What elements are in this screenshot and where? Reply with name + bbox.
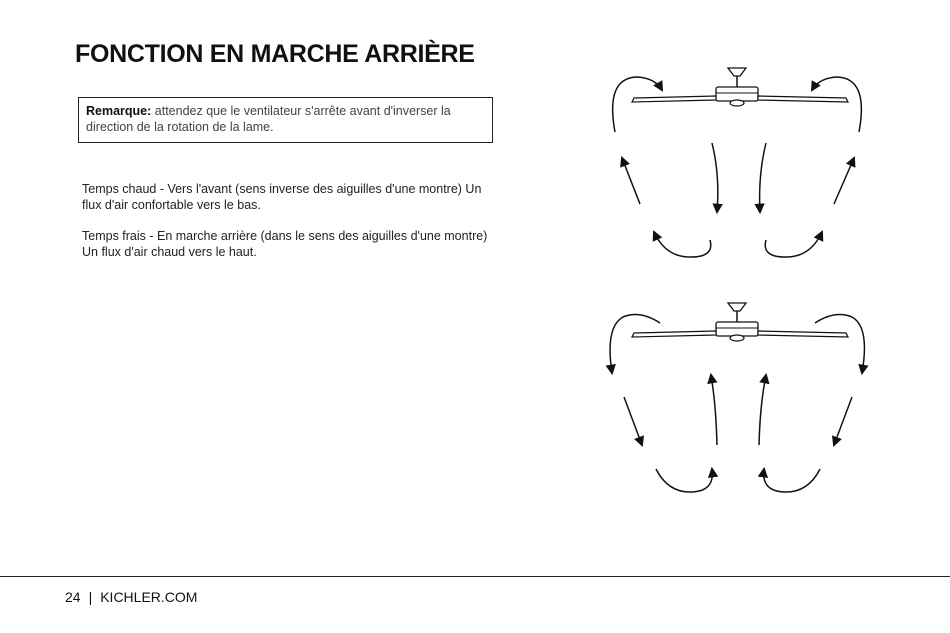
note-label: Remarque:: [86, 104, 152, 118]
footer-separator: |: [88, 589, 93, 605]
fan-icon: [632, 68, 848, 106]
note-box: [78, 97, 493, 143]
footer-site: KICHLER.COM: [100, 589, 198, 605]
reverse-mode-text: Temps frais - En marche arrière (dans le sens des aiguilles d'une montre) Un flux d'air chaud vers le haut.: [82, 229, 488, 259]
fan-airflow-diagrams: [600, 60, 870, 510]
forward-mode-text: Temps chaud - Vers l'avant (sens inverse des aiguilles d'une montre) Un flux d'air confortable vers le bas.: [82, 182, 482, 212]
reverse-airflow-diagram: [610, 303, 864, 492]
footer-divider: [0, 576, 950, 577]
page-footer: [65, 589, 197, 605]
page-number: 24: [65, 589, 81, 605]
note-text: attendez que le ventilateur s'arrête avant d'inverser la direction de la rotation de la lame.: [86, 104, 451, 134]
forward-airflow-diagram: [613, 68, 862, 257]
page-title: FONCTION EN MARCHE ARRIÈRE: [75, 40, 475, 68]
